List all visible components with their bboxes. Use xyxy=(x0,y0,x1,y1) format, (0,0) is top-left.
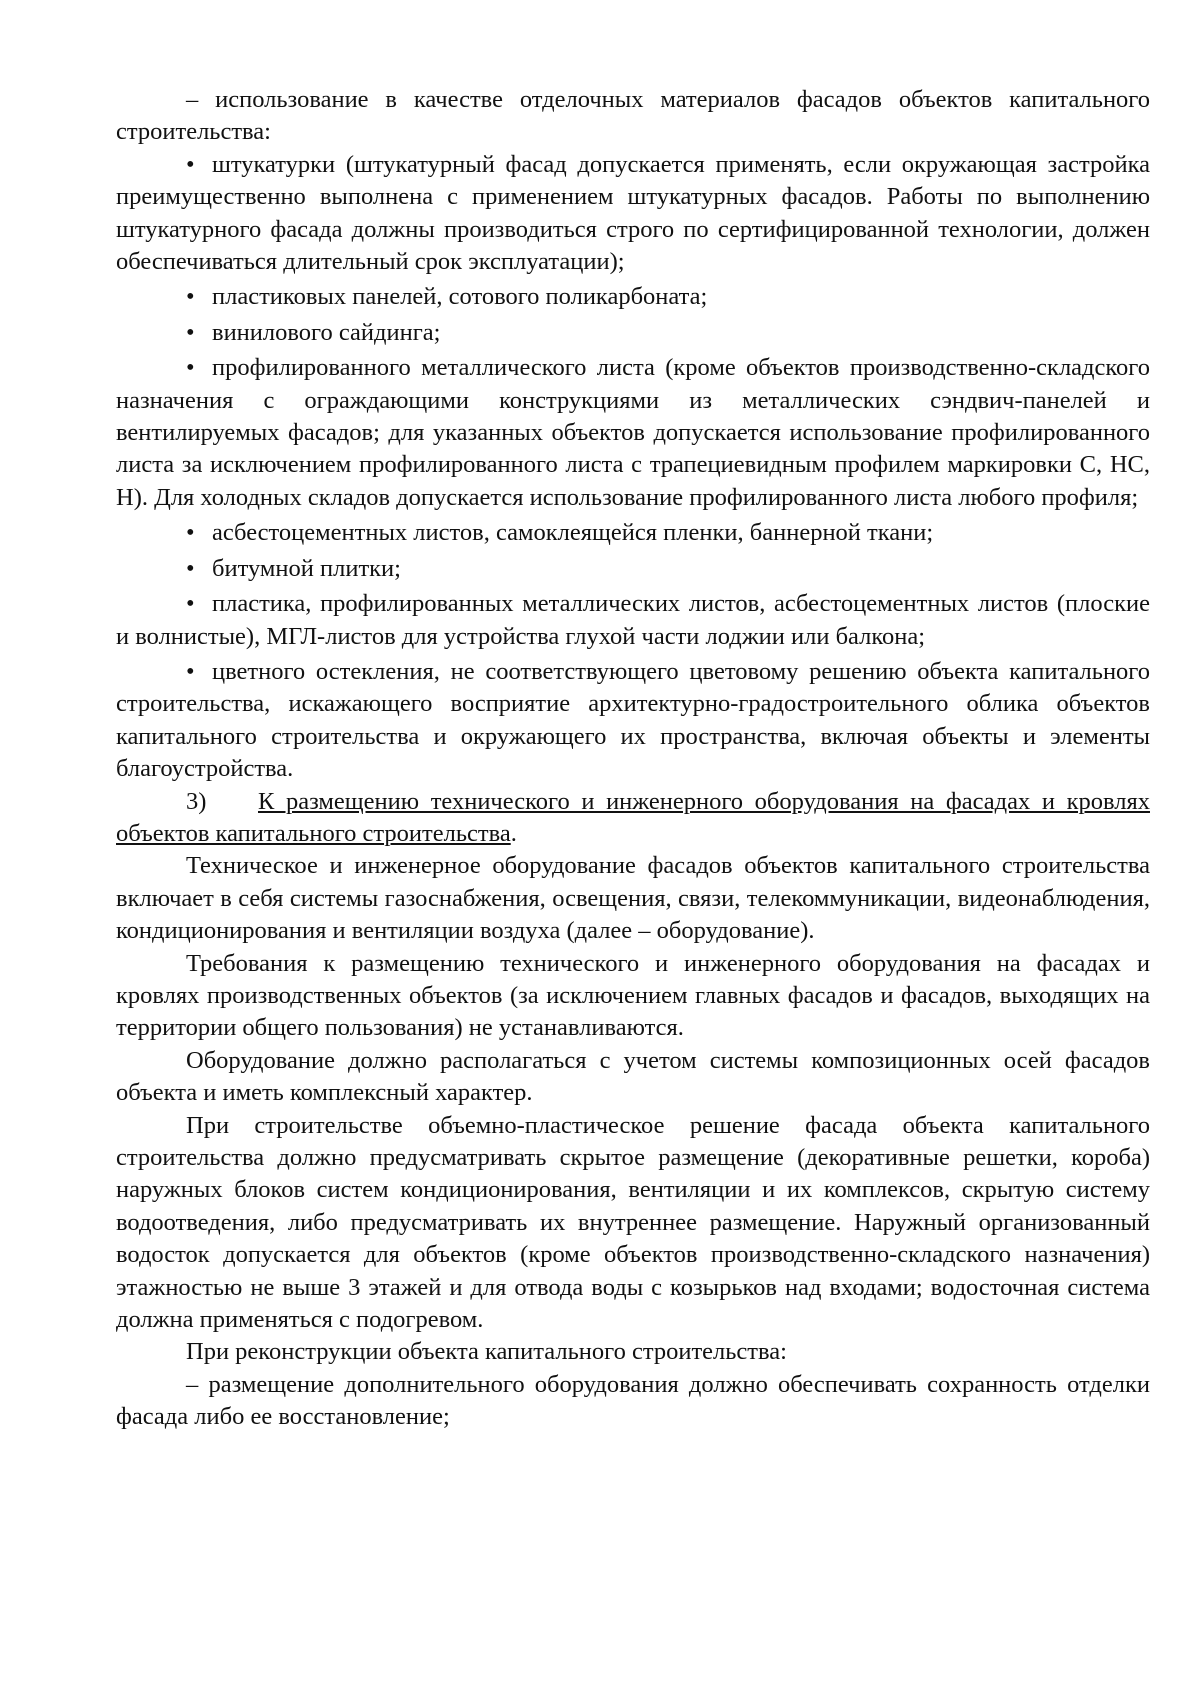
document-page xyxy=(116,84,1150,1434)
list-item-text: асбестоцементных листов, самоклеящейся пленки, баннерной ткани; xyxy=(212,519,934,547)
list-item-text: пластика, профилированных металлических листов, асбестоцементных листов (плоские и волнистые), МГЛ-листов для устройства глухой части лоджии или балкона; xyxy=(116,590,1150,650)
paragraph-construction-requirements: При строительстве объемно-пластическое решение фасада объекта капитального строительства должно предусматривать скрытое размещение (декоративные решетки, короба) наружных блоков систем кондиционирования, вентиляции и их комплексов, скрытую систему водоотведения, либо предусматривать их внутреннее размещение. Наружный организованный водосток допускается для объектов (кроме объектов производственно-складского назначения) этажностью не выше 3 этажей и для отвода воды с козырьков над входами; водосточная система должна применяться с подогревом. xyxy=(116,1111,1150,1334)
bullet-marker: • xyxy=(186,657,195,685)
paragraph-text: использование в качестве отделочных материалов фасадов объектов капитального строительства: xyxy=(116,86,1150,146)
list-item-plastic-panels xyxy=(116,281,1150,313)
bullet-marker: • xyxy=(186,354,195,382)
section-title: К размещению технического и инженерного оборудования на фасадах и кровлях объектов капитального строительства xyxy=(116,787,1150,847)
dash-marker: – xyxy=(186,1370,199,1398)
bullet-marker: • xyxy=(186,150,195,178)
list-item-asbestos-sheets xyxy=(116,517,1150,549)
list-item-loggia-materials xyxy=(116,588,1150,653)
list-item-text: винилового сайдинга; xyxy=(212,318,441,346)
list-item-colored-glazing xyxy=(116,656,1150,786)
list-item-text: штукатурки (штукатурный фасад допускается применять, если окружающая застройка преимущественно выполнена с применением штукатурных фасадов. Работы по выполнению штукатурного фасада должны производиться строго по сертифицированной технологии, должен обеспечиваться длительный срок эксплуатации); xyxy=(116,150,1150,276)
paragraph-equipment-definition: Техническое и инженерное оборудование фасадов объектов капитального строительства включает в себя системы газоснабжения, освещения, связи, телекоммуникации, видеонаблюдения, кондиционирования и вентиляции воздуха (далее – оборудование). xyxy=(116,852,1150,945)
list-item-text: профилированного металлического листа (кроме объектов производственно-складского назначения с ограждающими конструкциями из металлических сэндвич-панелей и вентилируемых фасадов; для указанных объектов допускается использование профилированного листа за исключением профилированного листа с трапециевидным профилем маркировки С, НС, Н). Для холодных складов допускается использование профилированного листа любого профиля; xyxy=(116,354,1150,511)
list-item-profiled-sheet xyxy=(116,352,1150,514)
list-item-text: цветного остекления, не соответствующего цветовому решению объекта капитального строительства, искажающего восприятие архитектурно-градостроительного облика объектов капитального строительства и окружающего их пространства, включая объекты и элементы благоустройства. xyxy=(116,657,1150,783)
dash-marker: – xyxy=(186,86,199,113)
section-title-period: . xyxy=(510,819,517,847)
list-item-bitumen-tile xyxy=(116,553,1150,585)
paragraph-materials-intro xyxy=(116,84,1150,149)
bullet-marker: • xyxy=(186,590,195,618)
list-item-text: пластиковых панелей, сотового поликарбоната; xyxy=(212,283,708,311)
paragraph-composition-axes: Оборудование должно располагаться с учетом системы композиционных осей фасадов объекта и иметь комплексный характер. xyxy=(116,1046,1150,1107)
paragraph-additional-equipment xyxy=(116,1369,1150,1434)
bullet-marker: • xyxy=(186,318,195,346)
list-item-text: битумной плитки; xyxy=(212,554,401,582)
bullet-marker: • xyxy=(186,283,195,311)
bullet-marker: • xyxy=(186,519,195,547)
section-heading-equipment xyxy=(116,786,1150,851)
paragraph-reconstruction-intro: При реконструкции объекта капитального строительства: xyxy=(186,1338,787,1366)
section-number: 3) xyxy=(186,787,207,815)
list-item-vinyl-siding xyxy=(116,317,1150,349)
bullet-marker: • xyxy=(186,554,195,582)
list-item-plaster xyxy=(116,149,1150,279)
paragraph-text: размещение дополнительного оборудования должно обеспечивать сохранность отделки фасада либо ее восстановление; xyxy=(116,1370,1151,1431)
paragraph-industrial-exception: Требования к размещению технического и инженерного оборудования на фасадах и кровлях производственных объектов (за исключением главных фасадов и фасадов, выходящих на территории общего пользования) не устанавливаются. xyxy=(116,949,1150,1042)
